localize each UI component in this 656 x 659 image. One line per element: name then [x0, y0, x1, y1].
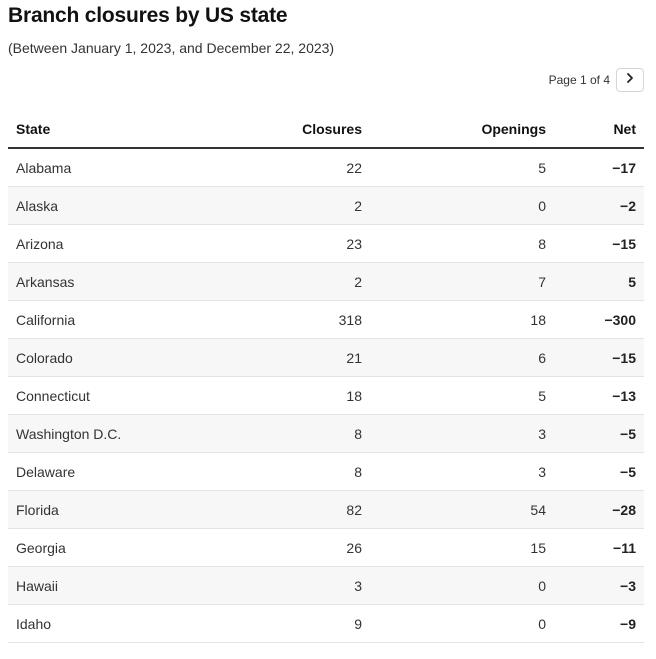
cell-openings: 6 [370, 339, 554, 377]
cell-state: Idaho [8, 605, 194, 643]
cell-closures: 21 [194, 339, 370, 377]
cell-state: Connecticut [8, 377, 194, 415]
cell-openings: 54 [370, 491, 554, 529]
data-table [8, 110, 644, 643]
cell-openings: 0 [370, 567, 554, 605]
page-subtitle: (Between January 1, 2023, and December 22, 2023) [8, 40, 335, 56]
cell-closures: 2 [194, 187, 370, 225]
cell-closures: 18 [194, 377, 370, 415]
cell-net: −2 [554, 187, 644, 225]
table-row [8, 415, 644, 453]
column-header-state[interactable]: State [8, 110, 194, 148]
cell-net: −15 [554, 225, 644, 263]
cell-openings: 7 [370, 263, 554, 301]
cell-net: −5 [554, 453, 644, 491]
cell-net: −11 [554, 529, 644, 567]
table-row [8, 301, 644, 339]
page-title: Branch closures by US state [8, 4, 288, 27]
table-header-row [8, 110, 644, 148]
cell-openings: 15 [370, 529, 554, 567]
cell-closures: 82 [194, 491, 370, 529]
page-indicator: Page 1 of 4 [548, 73, 610, 87]
cell-net: −300 [554, 301, 644, 339]
cell-closures: 22 [194, 148, 370, 187]
table-row [8, 453, 644, 491]
cell-closures: 9 [194, 605, 370, 643]
cell-openings: 0 [370, 187, 554, 225]
cell-net: −9 [554, 605, 644, 643]
cell-net: 5 [554, 263, 644, 301]
cell-openings: 5 [370, 148, 554, 187]
table-row [8, 187, 644, 225]
cell-net: −3 [554, 567, 644, 605]
table-row [8, 529, 644, 567]
cell-openings: 3 [370, 453, 554, 491]
column-header-openings[interactable]: Openings [370, 110, 554, 148]
cell-state: Alabama [8, 148, 194, 187]
cell-net: −5 [554, 415, 644, 453]
cell-openings: 0 [370, 605, 554, 643]
cell-state: Colorado [8, 339, 194, 377]
cell-closures: 3 [194, 567, 370, 605]
cell-state: Washington D.C. [8, 415, 194, 453]
pagination [549, 68, 644, 92]
cell-closures: 8 [194, 453, 370, 491]
cell-closures: 318 [194, 301, 370, 339]
table-row [8, 263, 644, 301]
cell-closures: 2 [194, 263, 370, 301]
cell-state: Arkansas [8, 263, 194, 301]
column-header-closures[interactable]: Closures [194, 110, 370, 148]
cell-openings: 5 [370, 377, 554, 415]
table-row [8, 605, 644, 643]
cell-closures: 23 [194, 225, 370, 263]
cell-state: Florida [8, 491, 194, 529]
cell-net: −17 [554, 148, 644, 187]
cell-state: Delaware [8, 453, 194, 491]
cell-state: California [8, 301, 194, 339]
cell-openings: 8 [370, 225, 554, 263]
column-header-net[interactable]: Net [554, 110, 644, 148]
cell-state: Georgia [8, 529, 194, 567]
cell-closures: 26 [194, 529, 370, 567]
cell-net: −15 [554, 339, 644, 377]
table-row [8, 148, 644, 187]
next-page-button[interactable] [616, 68, 644, 92]
table-row [8, 225, 644, 263]
cell-openings: 18 [370, 301, 554, 339]
cell-net: −13 [554, 377, 644, 415]
cell-openings: 3 [370, 415, 554, 453]
table-body [8, 148, 644, 643]
table-row [8, 377, 644, 415]
cell-net: −28 [554, 491, 644, 529]
cell-state: Alaska [8, 187, 194, 225]
chevron-right-icon [624, 71, 636, 89]
table-row [8, 339, 644, 377]
cell-closures: 8 [194, 415, 370, 453]
cell-state: Hawaii [8, 567, 194, 605]
table-row [8, 491, 644, 529]
table-row [8, 567, 644, 605]
cell-state: Arizona [8, 225, 194, 263]
